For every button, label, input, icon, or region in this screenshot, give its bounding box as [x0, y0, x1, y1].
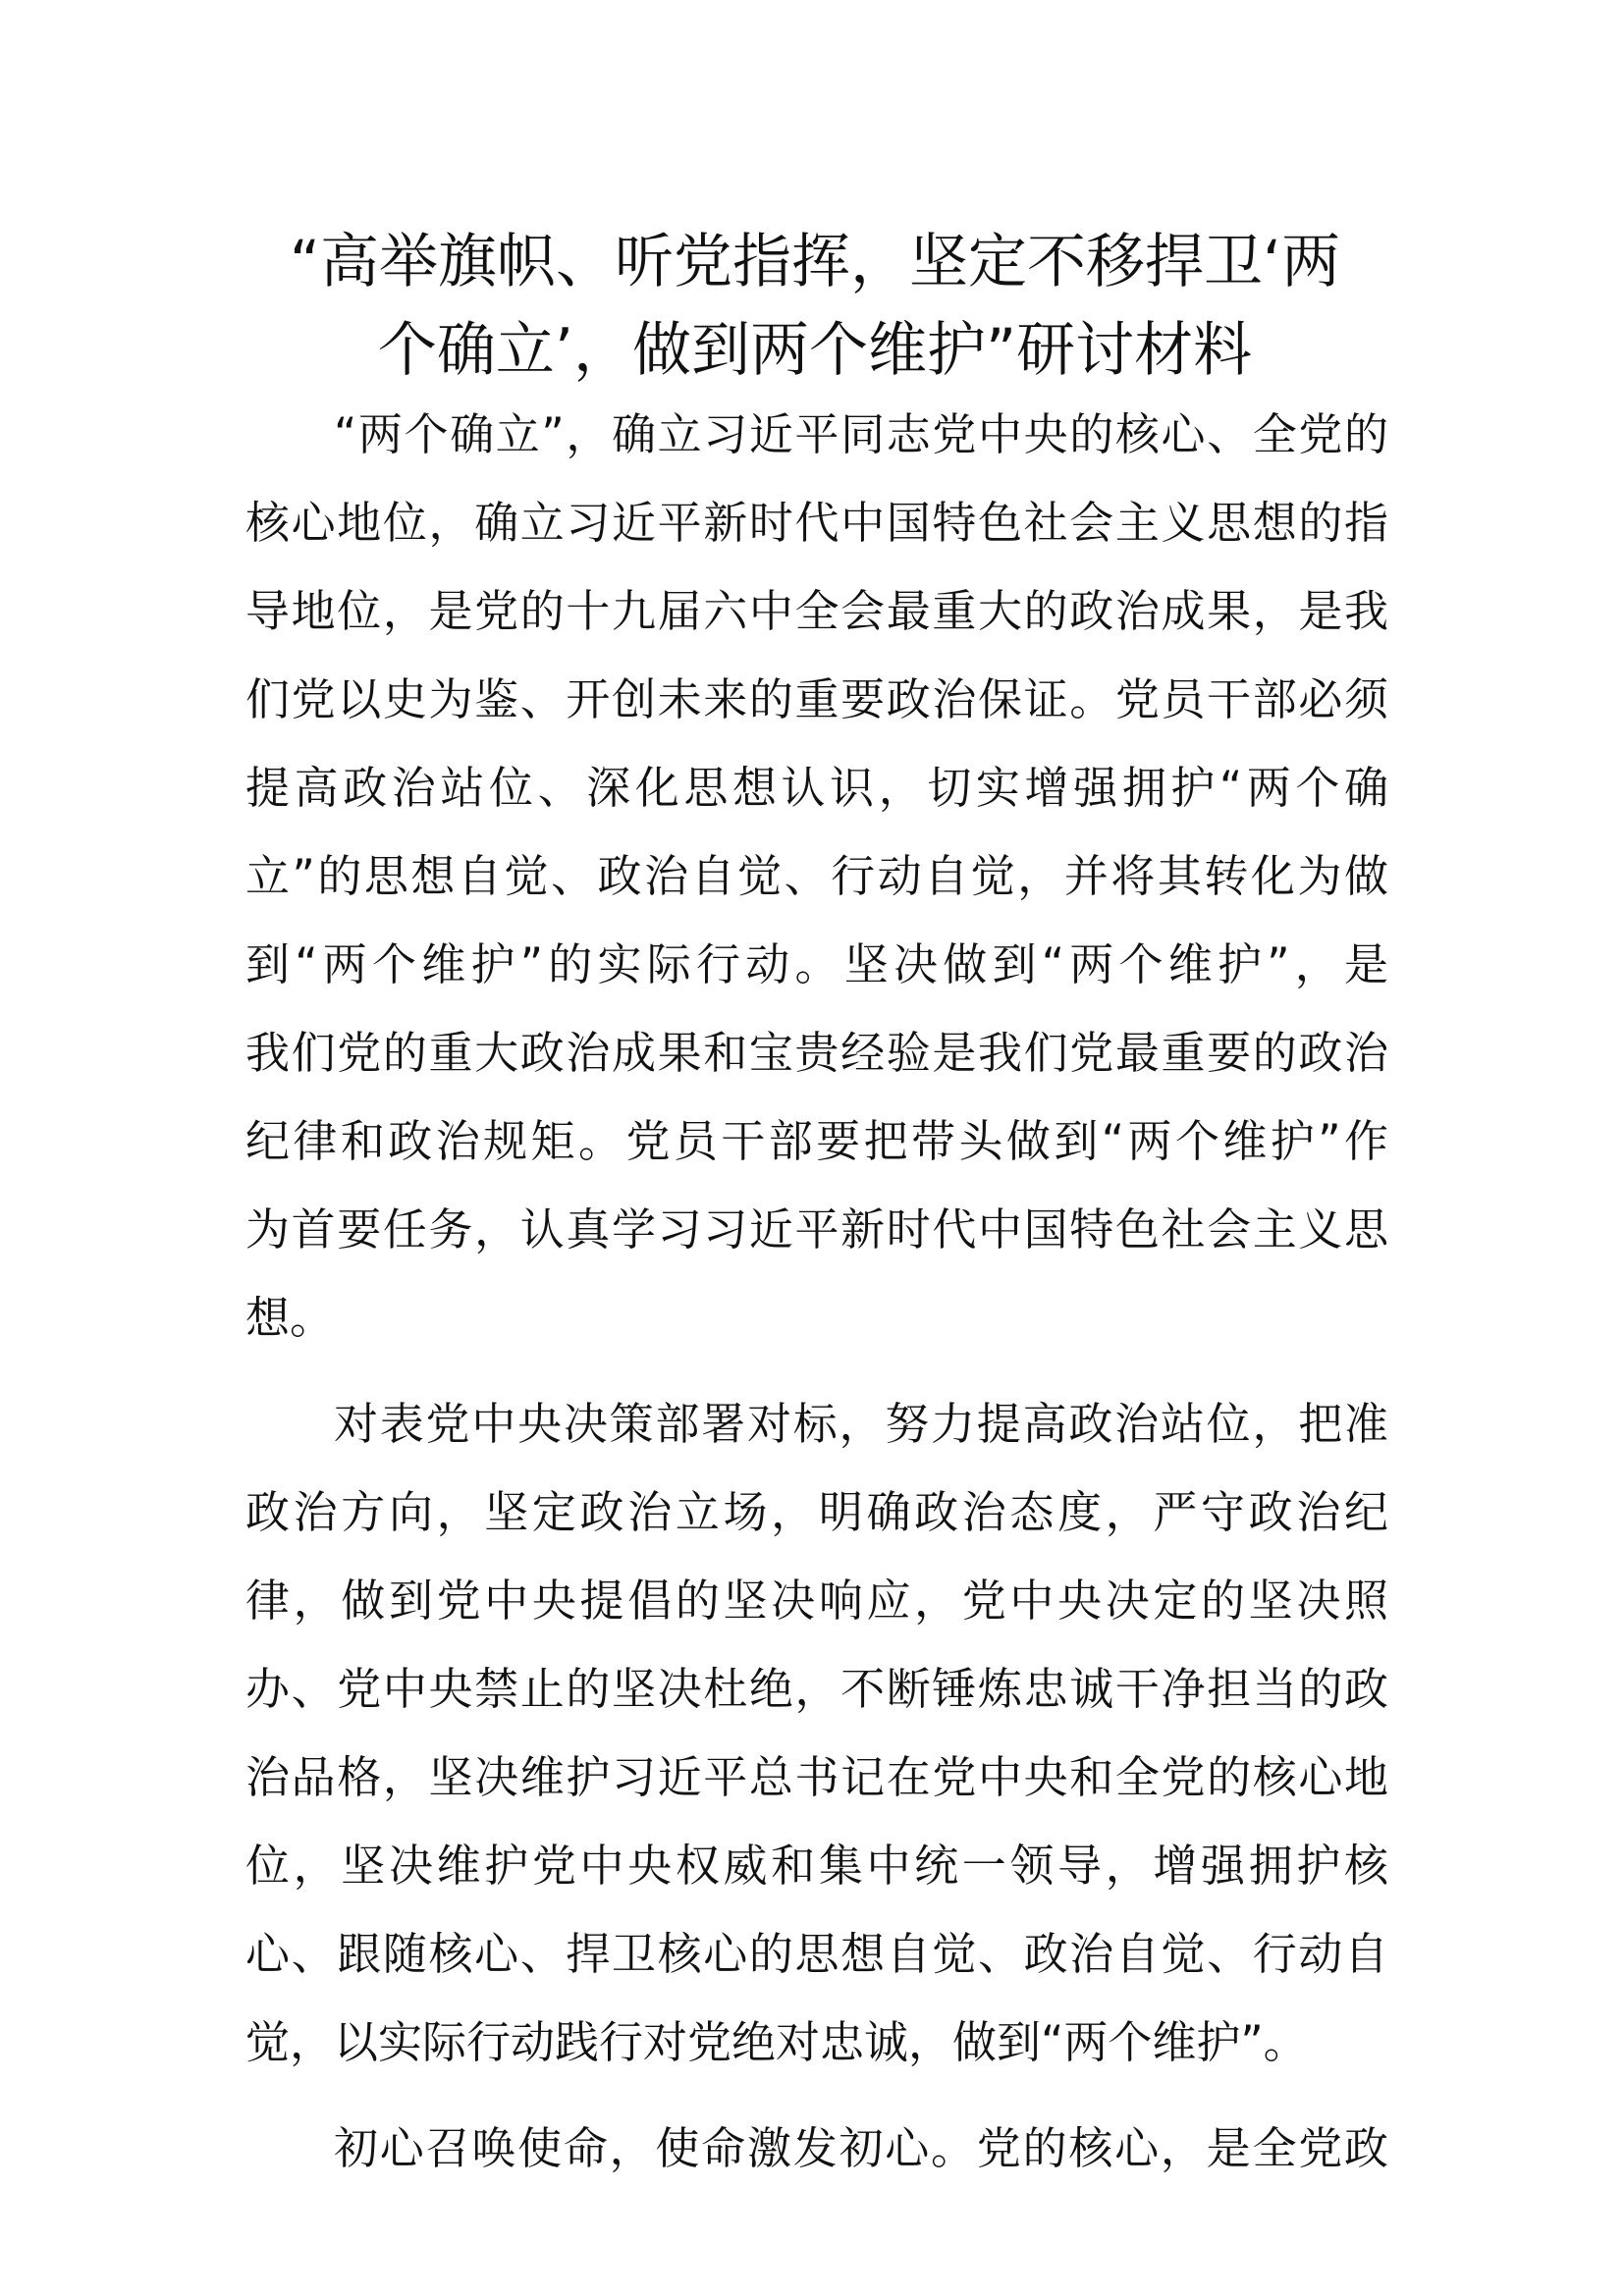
paragraph-line: 办、党中央禁止的坚决杜绝，不断锤炼忠诚干净担当的政 — [245, 1663, 1388, 1715]
paragraph-line: 到“两个维护”的实际行动。坚决做到“两个维护”，是 — [245, 938, 1388, 990]
paragraph-line: 位，坚决维护党中央权威和集中统一领导，增强拥护核 — [245, 1840, 1388, 1892]
paragraph-line: 立”的思想自觉、政治自觉、行动自觉，并将其转化为做 — [245, 850, 1388, 902]
paragraph-line: 律，做到党中央提倡的坚决响应，党中央决定的坚决照 — [245, 1575, 1388, 1627]
paragraph-line: 治品格，坚决维护习近平总书记在党中央和全党的核心地 — [245, 1751, 1388, 1803]
paragraph-1 — [245, 391, 1388, 1362]
paragraph-line: 纪律和政治规矩。党员干部要把带头做到“两个维护”作 — [245, 1115, 1388, 1167]
paragraph-3 — [245, 2105, 1388, 2193]
paragraph-line: 我们党的重大政治成果和宝贵经验是我们党最重要的政治 — [245, 1027, 1388, 1079]
paragraph-line: 对表党中央决策部署对标，努力提高政治站位，把准 — [334, 1398, 1388, 1450]
paragraph-line: 提高政治站位、深化思想认识，切实增强拥护“两个确 — [245, 762, 1388, 814]
paragraph-2 — [245, 1380, 1388, 2087]
paragraph-line: 们党以史为鉴、开创未来的重要政治保证。党员干部必须 — [245, 673, 1388, 725]
paragraph-line: 心、跟随核心、捍卫核心的思想自觉、政治自觉、行动自 — [245, 1928, 1388, 1980]
paragraph-line: 觉，以实际行动践行对党绝对忠诚，做到“两个维护”。 — [245, 2016, 1308, 2068]
document-body — [245, 391, 1388, 2211]
paragraph-line: 初心召唤使命，使命激发初心。党的核心，是全党政 — [334, 2122, 1388, 2174]
paragraph-line: 核心地位，确立习近平新时代中国特色社会主义思想的指 — [245, 497, 1388, 549]
title-line-2: 个确立’，做到两个维护”研讨材料 — [377, 316, 1253, 385]
paragraph-line: “两个确立”，确立习近平同志党中央的核心、全党的 — [334, 408, 1388, 460]
paragraph-line: 想。 — [245, 1292, 335, 1344]
paragraph-line: 为首要任务，认真学习习近平新时代中国特色社会主义思 — [245, 1203, 1388, 1255]
paragraph-line: 政治方向，坚定政治立场，明确政治态度，严守政治纪 — [245, 1486, 1388, 1538]
title-line-1: “高举旗帜、听党指挥，坚定不移捍卫‘两 — [289, 228, 1341, 296]
paragraph-line: 导地位，是党的十九届六中全会最重大的政治成果，是我 — [245, 585, 1388, 637]
document-title — [245, 218, 1384, 395]
